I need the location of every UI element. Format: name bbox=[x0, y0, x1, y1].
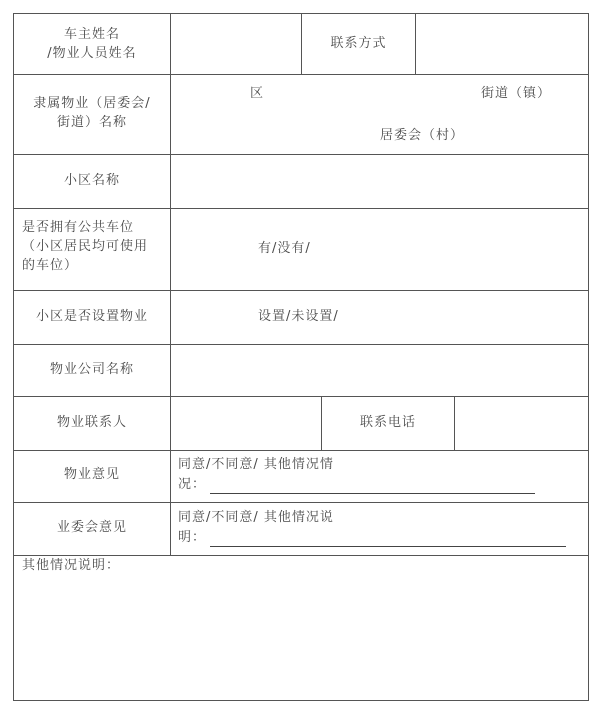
contact-method-label: 联系方式 bbox=[330, 36, 387, 51]
community-name-field[interactable] bbox=[171, 155, 588, 208]
property-company-field[interactable] bbox=[171, 345, 588, 396]
district-label: 区 bbox=[250, 86, 265, 101]
owner-name-label-line1: 车主姓名 bbox=[63, 27, 120, 42]
parking-options[interactable]: 有/没有/ bbox=[258, 241, 311, 256]
property-company-label: 物业公司名称 bbox=[49, 362, 134, 377]
committee-opinion-label: 业委会意见 bbox=[56, 520, 127, 535]
owner-name-label-line2: /物业人员姓名 bbox=[47, 46, 137, 61]
contact-phone-label: 联系电话 bbox=[359, 415, 416, 430]
committee-opinion-line2: 明： bbox=[178, 530, 207, 545]
parking-label-line1: 是否拥有公共车位 bbox=[22, 220, 135, 235]
contact-method-field[interactable] bbox=[416, 14, 588, 74]
parking-label-line3: 的车位） bbox=[22, 258, 79, 273]
property-set-options[interactable]: 设置/未设置/ bbox=[258, 309, 339, 324]
parking-label-line2: （小区居民均可使用 bbox=[22, 239, 149, 254]
other-notes-field[interactable] bbox=[14, 576, 588, 700]
property-opinion-line1: 同意/不同意/ 其他情况情 bbox=[178, 457, 334, 472]
committee-label: 居委会（村） bbox=[380, 128, 465, 143]
contact-phone-field[interactable] bbox=[455, 397, 588, 450]
affiliation-label-line1: 隶属物业（居委会/ bbox=[33, 96, 151, 111]
committee-opinion-underline[interactable] bbox=[210, 546, 566, 547]
community-name-label: 小区名称 bbox=[63, 173, 120, 188]
other-notes-label: 其他情况说明： bbox=[22, 558, 121, 573]
committee-opinion-line1: 同意/不同意/ 其他情况说 bbox=[178, 510, 334, 525]
property-contact-label: 物业联系人 bbox=[56, 415, 127, 430]
property-opinion-line2: 况： bbox=[178, 477, 207, 492]
property-set-label: 小区是否设置物业 bbox=[35, 309, 148, 324]
property-opinion-label: 物业意见 bbox=[63, 467, 120, 482]
property-contact-field[interactable] bbox=[171, 397, 321, 450]
affiliation-label-line2: 街道）名称 bbox=[56, 115, 127, 130]
owner-name-field[interactable] bbox=[171, 14, 301, 74]
vehicle-registration-form bbox=[13, 13, 589, 701]
street-label: 街道（镇） bbox=[481, 86, 552, 101]
property-opinion-underline[interactable] bbox=[210, 493, 535, 494]
